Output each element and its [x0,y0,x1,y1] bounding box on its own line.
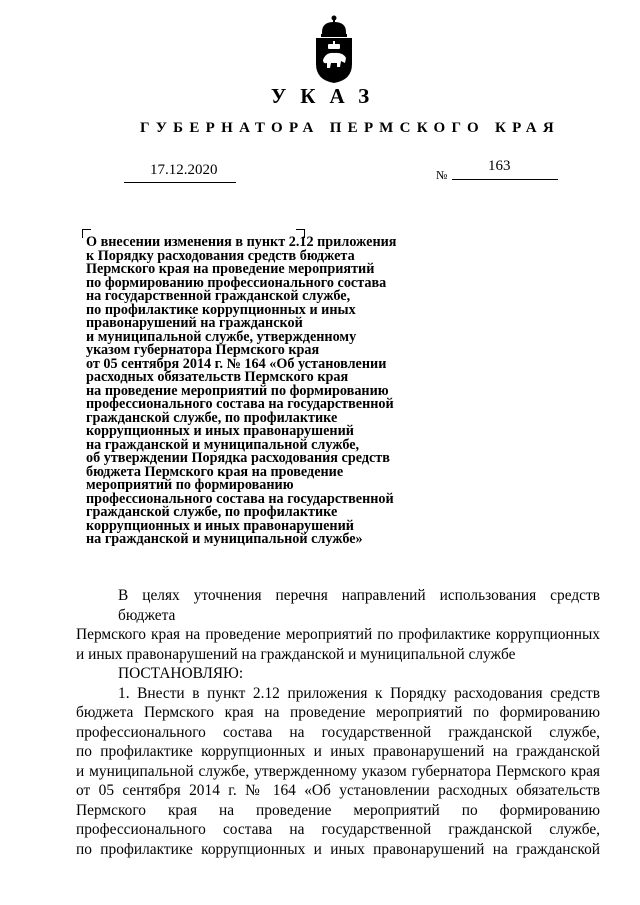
body-line: и иных правонарушений на гражданской и муниципальной службе [76,645,516,663]
heading-line: гражданской службе, по профилактике [86,409,338,426]
heading-line: об утверждении Порядка расходования средств [86,450,390,466]
document-subtitle: ГУБЕРНАТОРА ПЕРМСКОГО КРАЯ [139,120,560,136]
body-line: от 05 сентября 2014 г. № 164 «Об установлении расходных обязательств [76,782,600,799]
heading-line: на гражданской и муниципальной службе, [86,436,360,453]
heading-line: указом губернатора Пермского края [86,342,320,358]
heading-line: и муниципальной службе, утвержденному [86,328,357,345]
heading-line: профессионального состава на государственной [86,490,394,507]
body-line: и муниципальной службе, утвержденному указом губернатора Пермского края [76,762,600,780]
heading-line: на гражданской и муниципальной службе» [86,531,363,547]
body-line: 1. Внести в пункт 2.12 приложения к Порядку расходования средств [118,684,600,702]
body-line: Пермского края на проведение мероприятий по формированию [76,801,600,819]
heading-line: коррупционных и иных правонарушений [86,423,354,439]
coat-of-arms-icon [310,14,358,84]
body-line: по профилактике коррупционных и иных правонарушений на гражданской [76,743,600,760]
heading-line: профессионального состава на государственной [86,396,394,412]
document-date: 17.12.2020 [150,162,218,178]
document-title: УКАЗ [270,84,384,108]
body-line: В целях уточнения перечня направлений использования средств бюджета [118,587,600,624]
heading-line: по профилактике коррупционных и иных [86,301,356,318]
heading-line: бюджета Пермского края на проведение [86,463,344,480]
heading-line: от 05 сентября 2014 г. № 164 «Об установлении [86,355,387,372]
body-line: профессионального состава на государственной гражданской службе, [76,821,600,838]
heading-line: к Порядку расходования средств бюджета [86,247,355,264]
heading-line: расходных обязательств Пермского края [86,369,349,385]
body-line: ПОСТАНОВЛЯЮ: [118,665,244,682]
body-line: профессионального состава на государственной гражданской службе, [76,723,600,741]
heading-line: на государственной гражданской службе, [86,288,351,304]
heading-line: по формированию профессионального состава [86,274,387,291]
number-label: № [436,168,448,182]
heading-line: правонарушений на гражданской [86,315,303,331]
heading-line: Пермского края на проведение мероприятий [86,261,375,277]
body-line: по профилактике коррупционных и иных правонарушений на гражданской [76,840,600,858]
body-line: бюджета Пермского края на проведение мероприятий по формированию [76,704,600,721]
document-heading [86,236,446,547]
document-body [76,586,600,859]
heading-line: гражданской службе, по профилактике [86,504,338,520]
heading-line: на проведение мероприятий по формированию [86,382,389,399]
document-number: 163 [488,158,511,174]
heading-line: О внесении изменения в пункт 2.12 приложения [86,234,397,250]
heading-line: коррупционных и иных правонарушений [86,517,354,534]
heading-line: мероприятий по формированию [86,477,294,493]
body-line: Пермского края на проведение мероприятий по профилактике коррупционных [76,626,600,643]
